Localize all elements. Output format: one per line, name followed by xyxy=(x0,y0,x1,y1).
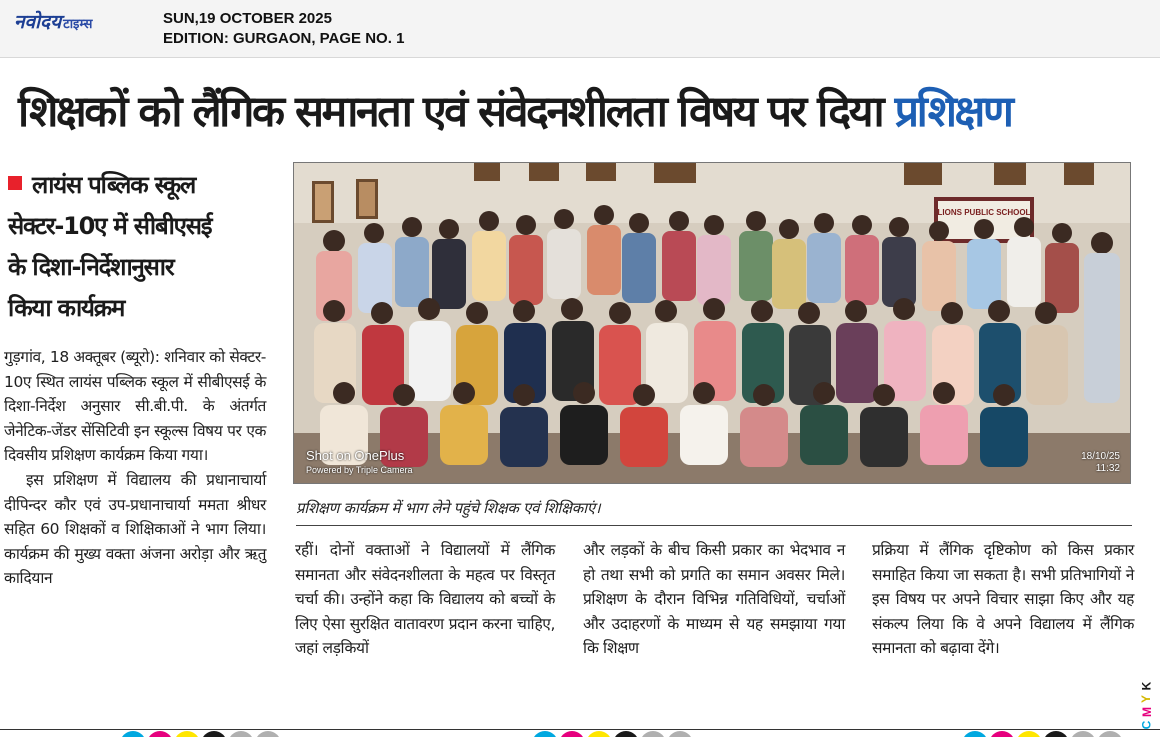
registration-dot xyxy=(962,731,988,737)
registration-dot xyxy=(586,731,612,737)
article-column-1 xyxy=(4,345,266,591)
registration-dot xyxy=(120,731,146,737)
edition-info xyxy=(163,9,404,49)
registration-dot xyxy=(989,731,1015,737)
article-column-2 xyxy=(295,538,555,661)
registration-dot xyxy=(1070,731,1096,737)
bottom-rule xyxy=(0,729,1160,730)
red-square-bullet-icon xyxy=(8,176,22,190)
edition-page: EDITION: GURGAON, PAGE NO. 1 xyxy=(163,30,405,47)
edition-date: SUN,19 OCTOBER 2025 xyxy=(163,10,332,27)
cmyk-y: Y xyxy=(1139,694,1154,704)
subheading-line-3: के दिशा-निर्देशानुसार xyxy=(8,253,174,281)
column-3-text: और लड़कों के बीच किसी प्रकार का भेदभाव न हो तथा सभी को प्रगति का समान अवसर मिले। प्रशिक्षण के दौरान विभिन्न गतिविधियों, चर्चाओं और उदाहरणों के माध्यम से यह समझाया गया कि शिक्षण xyxy=(583,541,845,658)
cmyk-k: K xyxy=(1139,681,1154,691)
registration-dot xyxy=(147,731,173,737)
page-header xyxy=(0,0,1160,58)
registration-dot xyxy=(228,731,254,737)
article-column-4 xyxy=(872,538,1134,661)
paragraph-2: इस प्रशिक्षण में विद्यालय की प्रधानाचार्या दीपिन्दर कौर एवं उप-प्रधानाचार्या ममता श्रीधर सहित 60 शिक्षकों व शिक्षिकाओं ने भाग लिया।कार्यक्रम की मुख्य वक्ता अंजना अरोड़ा और ऋतु कादियान xyxy=(4,470,266,588)
registration-dot xyxy=(613,731,639,737)
subheading-line-4: किया कार्यक्रम xyxy=(8,294,125,322)
cmyk-mark xyxy=(1137,678,1157,734)
photo-time: 11:32 xyxy=(1095,463,1120,474)
group-photo[interactable] xyxy=(293,162,1131,484)
photo-illustration xyxy=(294,163,1131,484)
headline-highlight: प्रशिक्षण xyxy=(894,87,1012,137)
watermark-sub: Powered by Triple Camera xyxy=(306,465,413,475)
registration-dot xyxy=(640,731,666,737)
registration-dot xyxy=(255,731,281,737)
logo-sub: टाइम्स xyxy=(63,17,93,32)
subheading-line-1: लायंस पब्लिक स्कूल xyxy=(32,171,196,199)
registration-dot xyxy=(1043,731,1069,737)
subheading-line-2: सेक्टर-10ए में सीबीएसई xyxy=(8,212,212,240)
registration-dot xyxy=(1097,731,1123,737)
headline-text: शिक्षकों को लैंगिक समानता एवं संवेदनशीलता विषय पर दिया xyxy=(18,87,883,137)
photo-caption: प्रशिक्षण कार्यक्रम में भाग लेने पहुंचे शिक्षक एवं शिक्षिकाएं। xyxy=(296,499,601,517)
photo-timestamp xyxy=(1081,451,1120,475)
newspaper-logo[interactable] xyxy=(14,8,92,34)
registration-dot xyxy=(174,731,200,737)
column-4-text: प्रक्रिया में लैंगिक दृष्टिकोण को किस प्रकार समाहित किया जा सकता है। सभी प्रतिभागियों ने इस विषय पर अपने विचार साझा किए और यह संकल्प लिया कि वे अपने विद्यालय में लैंगिक समानता को बढ़ावा देंगे। xyxy=(872,541,1134,658)
watermark-text: Shot on OnePlus xyxy=(306,448,405,463)
photo-watermark xyxy=(306,449,413,477)
article-headline xyxy=(18,80,1138,144)
school-banner: LIONS PUBLIC SCHOOL xyxy=(937,208,1031,217)
article-subheading xyxy=(8,165,270,329)
cmyk-c: C xyxy=(1139,720,1154,730)
paragraph-1: गुड़गांव, 18 अक्तूबर (ब्यूरो): शनिवार को सेक्टर- 10ए स्थित लायंस पब्लिक स्कूल में सीबीएसई के दिशा-निर्देश अनुसार सी.बी.पी. के अंतर्गत जेनेटिक-जेंडर सेंसिटिवी इन स्कूल्स विषय पर एक दिवसीय प्रशिक्षण कार्यक्रम किया गया। xyxy=(4,348,266,465)
cmyk-m: M xyxy=(1140,707,1154,717)
registration-dot xyxy=(201,731,227,737)
registration-dot xyxy=(532,731,558,737)
registration-dot xyxy=(667,731,693,737)
photo-date: 18/10/25 xyxy=(1081,451,1120,462)
registration-dot xyxy=(1016,731,1042,737)
caption-divider xyxy=(296,525,1132,526)
registration-dot xyxy=(559,731,585,737)
column-2-text: रहीं। दोनों वक्ताओं ने विद्यालयों में लैंगिक समानता और संवेदनशीलता के महत्व पर विस्तृत चर्चा की। उन्होंने कहा कि विद्यालय को बच्चों के लिए ऐसा सुरक्षित वातावरण प्रदान करना चाहिए, जहां लड़कियों xyxy=(295,541,555,658)
article-column-3 xyxy=(583,538,845,661)
logo-main: नवोदय xyxy=(14,11,62,33)
